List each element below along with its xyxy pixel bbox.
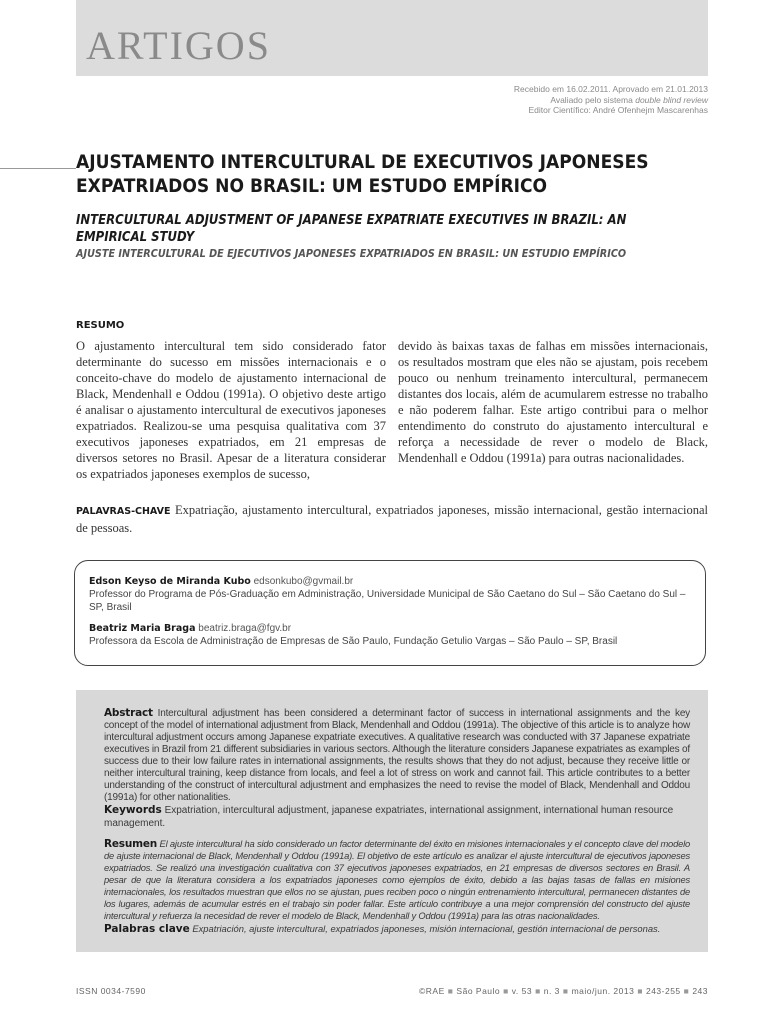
separator-square-icon: ■ [562, 986, 569, 996]
footer-pages: 243-255 [645, 986, 681, 996]
separator-square-icon: ■ [637, 986, 643, 996]
abstract-paragraph [104, 707, 690, 804]
abstract-text: Intercultural adjustment has been considered a determinant factor of success in international assignments and the key concept of the model of international adjustment from Black, Mendenhall and Oddou (1991a). The objective of this article is to analyze how intercultural adjustment occurs among Japanese expatriate executives. A qualitative research was conducted with 37 Japanese expatriate executives in Brazil from 21 different subsidiaries in various sectors. Although the literature considers Japanese expatriates as examples of success due to their low failure rates in international assignments, the results shows that they do not adjust, because they receive little or neither intercultural training, keep distance from locals, and feel a lot of stress on work and cannot fail. This article contributes to a better understanding of the construct of intercultural adjustment and emphasizes the need to revise the model of Black, Mendenhall and Oddou (1991a) for other nationalities. [104, 708, 690, 803]
separator-square-icon: ■ [447, 986, 454, 996]
resumen-keywords [104, 922, 690, 936]
resumo-heading: RESUMO [76, 320, 125, 331]
article-title-pt: AJUSTAMENTO INTERCULTURAL DE EXECUTIVOS JAPONESES EXPATRIADOS NO BRASIL: UM ESTUDO EMPÍRICO [76, 151, 649, 197]
resumen-text: El ajuste intercultural ha sido considerado un factor determinante del éxito en misiones internacionales y el concepto clave del modelo de ajuste internacional de Black, Mendenhall y Oddou (1991a). El objetivo de este artículo es analizar el ajuste intercultural de ejecutivos japoneses expatriados. Se realizó una investigación cualitativa con 37 ejecutivos japoneses expatriados, en 21 empresas de diversos sectores en Brasil. A pesar de que la literatura considera a los expatriados japoneses como ejemplos de éxito, debido a las bajas tasas de fallas en misiones internacionales, los resultados muestran que ellos no se ajustan, pues reciben poco o ningún entrenamiento intercultural, permanecen distantes de los lugares, además de acumular estrés en el trabajo sin poder fallar. Este artículo contribuye a una mejor comprensión del constructo del ajuste intercultural y refuerza la necesidad de rever el modelo de Black, Mendenhall y Oddou (1991a) para las otras nacionalidades. [104, 838, 690, 921]
abstract-keywords [104, 804, 690, 830]
footer-journal: ©RAE [419, 986, 445, 996]
author-name: Beatriz Maria Braga [89, 623, 196, 634]
keywords-pt-label: PALAVRAS-CHAVE [76, 506, 171, 517]
resumen-keywords-text: Expatriación, ajuste intercultural, expatriados japoneses, misión internacional, gestión internacional de personas. [192, 923, 661, 934]
resumen-keywords-label: Palabras clave [104, 923, 190, 935]
author-entry [89, 622, 689, 648]
footer-issn: ISSN 0034-7590 [76, 986, 146, 996]
footer-citation [419, 986, 708, 996]
title-rule [0, 168, 76, 169]
keywords-pt-text: Expatriação, ajustamento intercultural, expatriados japoneses, missão internacional, gestão internacional de pessoas. [76, 503, 708, 535]
abstract-label: Abstract [104, 707, 153, 719]
separator-square-icon: ■ [535, 986, 541, 996]
author-affiliation: Professor do Programa de Pós-Graduação em Administração, Universidade Municipal de São Caetano do Sul – São Caetano do Sul – SP, Brasil [89, 589, 686, 613]
footer-page-number: 243 [692, 986, 708, 996]
separator-square-icon: ■ [503, 986, 509, 996]
received-date-line: Recebido em 16.02.2011. Aprovado em 21.01.2013 [513, 84, 708, 94]
editorial-info [308, 84, 708, 116]
abstract-box [76, 690, 708, 952]
authors-box [74, 560, 706, 666]
resumo-column-2: devido às baixas taxas de falhas em missões internacionais, os resultados mostram que eles não se ajustam, pois recebem pouco ou nenhum treinamento intercultural, permanecem distantes dos locais, além de acumularem estresse no trabalho e não poderem falhar. Este artigo contribui para o melhor entendimento do construto do ajustamento intercultural e reforça a necessidade de rever o modelo de Black, Mendenhall e Oddou (1991a) para outras nacionalidades. [398, 339, 708, 465]
article-title-es: AJUSTE INTERCULTURAL DE EJECUTIVOS JAPONESES EXPATRIADOS EN BRASIL: UN ESTUDIO EMPÍRICO [76, 248, 627, 260]
author-affiliation: Professora da Escola de Administração de Empresas de São Paulo, Fundação Getulio Vargas – São Paulo – SP, Brasil [89, 636, 618, 647]
author-email[interactable]: edsonkubo@gvmail.br [253, 576, 354, 587]
author-email[interactable]: beatriz.braga@fgv.br [198, 623, 292, 634]
editor-line: Editor Científico: André Ofenhejm Mascarenhas [528, 105, 708, 115]
section-label: ARTIGOS [86, 23, 271, 68]
resumen-paragraph [104, 838, 690, 922]
footer-volume: v. 53 [511, 986, 533, 996]
footer-number: n. 3 [543, 986, 560, 996]
review-line [308, 95, 708, 106]
article-title-en: INTERCULTURAL ADJUSTMENT OF JAPANESE EXPATRIATE EXECUTIVES IN BRAZIL: AN EMPIRICAL STUDY [76, 213, 627, 245]
resumo-column-1: O ajustamento intercultural tem sido considerado fator determinante do sucesso em missões internacionais e o conceito-chave do modelo de ajustamento internacional de Black, Mendenhall e Oddou (1991a). O objetivo deste artigo é analisar o ajustamento intercultural de executivos japoneses expatriados. Realizou-se uma pesquisa qualitativa com 37 executivos japoneses expatriados, em 21 empresas de diversos setores no Brasil. Apesar de a literatura considerar os expatriados japoneses exemplos de sucesso, [76, 339, 386, 481]
author-entry [89, 575, 689, 614]
separator-square-icon: ■ [683, 986, 690, 996]
review-method: double blind review [635, 94, 708, 105]
review-prefix: Avaliado pelo sistema [550, 94, 636, 105]
abstract-keywords-label: Keywords [104, 804, 162, 816]
author-name: Edson Keyso de Miranda Kubo [89, 576, 251, 587]
resumen-label: Resumen [104, 838, 158, 850]
keywords-pt [76, 502, 708, 537]
footer-period: maio/jun. 2013 [571, 986, 635, 996]
footer-city: São Paulo [456, 986, 501, 996]
abstract-keywords-text: Expatriation, intercultural adjustment, japanese expatriates, international assignment, international human resource management. [104, 805, 674, 829]
